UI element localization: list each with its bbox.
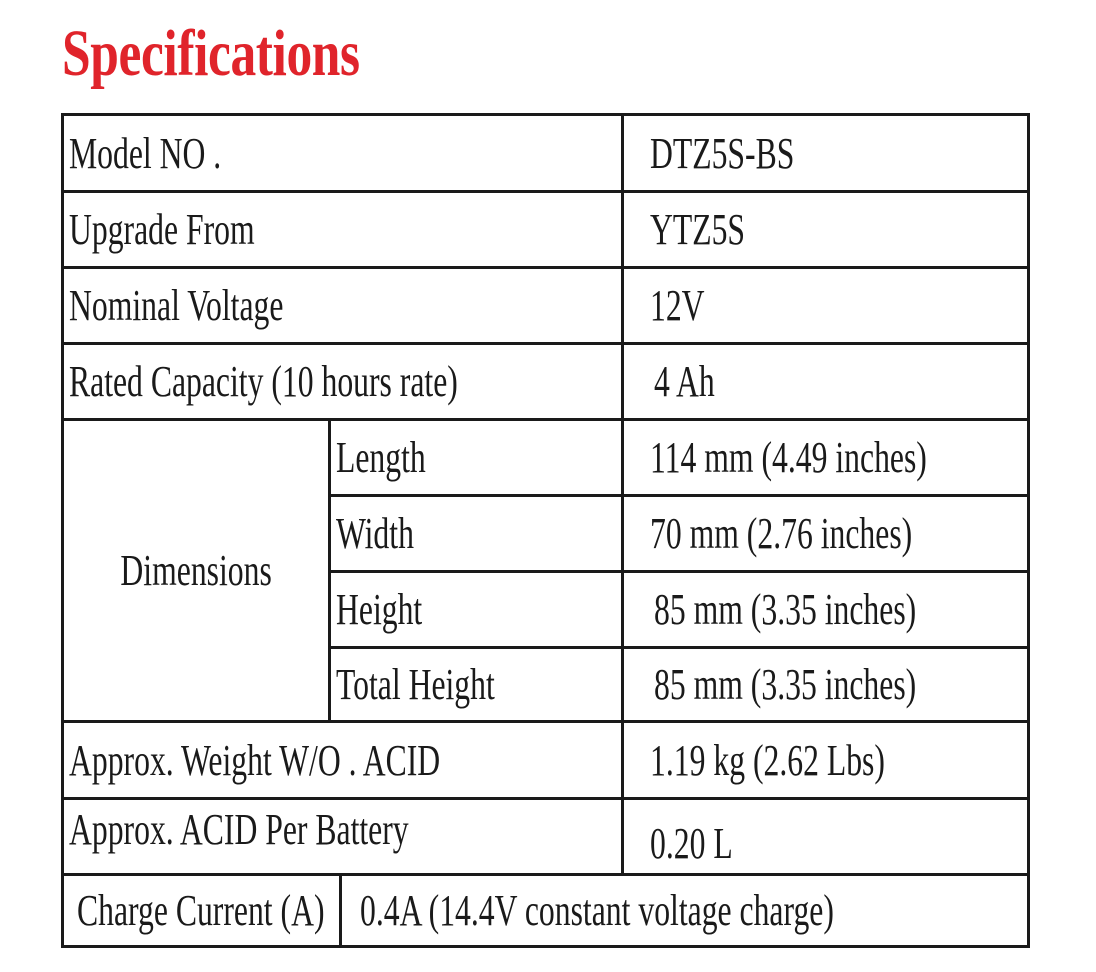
height-value: 85 mm (3.35 inches): [654, 585, 917, 634]
capacity-label-cell: [69, 346, 609, 418]
specifications-table: [61, 113, 1030, 948]
capacity-value-cell: [654, 346, 738, 418]
charge-value-cell: [360, 876, 1018, 945]
height-label-cell: [336, 574, 456, 646]
row-divider: [64, 266, 1027, 269]
total-height-value-cell: [654, 650, 1018, 720]
voltage-label-cell: [69, 270, 367, 342]
width-label: Width: [336, 509, 414, 558]
height-value-cell: [654, 574, 1018, 646]
row-divider: [64, 190, 1027, 193]
length-label: Length: [336, 433, 426, 482]
model-value-cell: [650, 118, 850, 190]
width-value-cell: [650, 498, 1014, 570]
row-divider: [330, 646, 1027, 649]
upgrade-value-cell: [650, 194, 782, 266]
height-label: Height: [336, 585, 423, 634]
row-divider: [64, 342, 1027, 345]
length-value: 114 mm (4.49 inches): [650, 433, 927, 482]
model-label-cell: [69, 118, 280, 190]
acid-label: Approx. ACID Per Battery: [69, 805, 409, 854]
weight-value: 1.19 kg (2.62 Lbs): [650, 735, 885, 785]
total-height-label-cell: [336, 650, 557, 720]
upgrade-label: Upgrade From: [69, 205, 255, 254]
dimensions-label-cell: [64, 421, 328, 720]
acid-value-cell: [650, 812, 765, 876]
capacity-label: Rated Capacity (10 hours rate): [69, 357, 458, 406]
total-height-value: 85 mm (3.35 inches): [654, 660, 917, 709]
voltage-value: 12V: [650, 281, 705, 330]
length-label-cell: [336, 422, 461, 494]
page-title: Specifications: [62, 17, 360, 90]
model-label: Model NO .: [69, 129, 222, 178]
upgrade-label-cell: [69, 194, 327, 266]
charge-label: Charge Current (A): [77, 885, 325, 935]
dimensions-label: Dimensions: [120, 545, 272, 595]
width-label-cell: [336, 498, 444, 570]
total-height-label: Total Height: [336, 660, 495, 709]
width-value: 70 mm (2.76 inches): [650, 509, 913, 558]
length-value-cell: [650, 422, 1035, 494]
voltage-value-cell: [650, 270, 726, 342]
row-divider: [330, 494, 1027, 497]
acid-label-cell: [69, 800, 541, 860]
model-value: DTZ5S-BS: [650, 129, 795, 178]
column-divider: [621, 116, 624, 873]
charge-value: 0.4A (14.4V constant voltage charge): [360, 885, 834, 935]
acid-value: 0.20 L: [650, 819, 733, 868]
upgrade-value: YTZ5S: [650, 205, 746, 254]
column-divider: [328, 418, 331, 720]
voltage-label: Nominal Voltage: [69, 281, 284, 330]
row-divider: [330, 570, 1027, 573]
weight-value-cell: [650, 724, 976, 797]
weight-label-cell: [69, 724, 584, 797]
row-divider: [64, 720, 1027, 723]
capacity-value: 4 Ah: [654, 357, 715, 406]
weight-label: Approx. Weight W/O . ACID: [69, 735, 441, 785]
